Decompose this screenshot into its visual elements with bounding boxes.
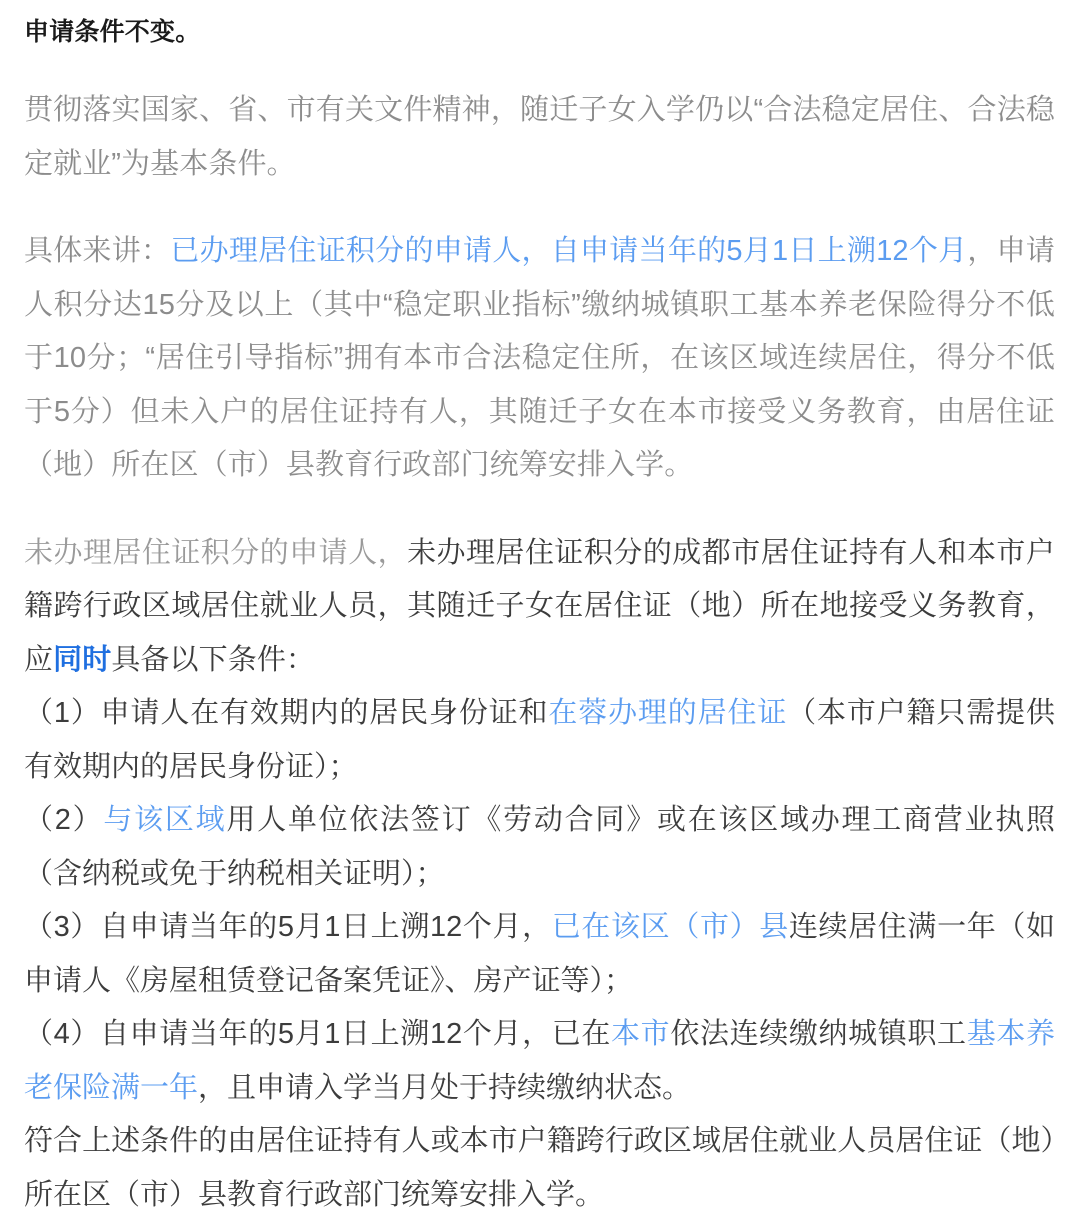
condition-text: 依法连续缴纳城镇职工	[670, 1018, 967, 1050]
page-title: 申请条件不变。	[24, 18, 201, 46]
spacer	[24, 191, 1055, 225]
condition-number: （4）	[24, 1018, 101, 1050]
condition-item-3	[24, 901, 1055, 1008]
spacer	[24, 50, 1055, 84]
condition-text: 自申请当年的5月1日上溯12个月，已在	[100, 1018, 612, 1050]
no-points-body-1: 未办理居住证积分的成都市居住证持有人和本市户籍跨行政区域居住就业人员，其随迁子女在居住证（地）所在地接受义务教育，应	[24, 536, 1055, 676]
no-points-body-2: 具备以下条件：	[111, 643, 316, 676]
closing-text: 符合上述条件的由居住证持有人或本市户籍跨行政区域居住就业人员居住证（地）所在区（市）县教育行政部门统筹安排入学。	[24, 1125, 1055, 1211]
paragraph-closing	[24, 1115, 1055, 1222]
paragraph-basic-conditions-text: 贯彻落实国家、省、市有关文件精神，随迁子女入学仍以“合法稳定居住、合法稳定就业”为基本条件。	[24, 94, 1055, 180]
condition-highlight: 已在该区（市）县	[551, 911, 789, 943]
paragraph-basic-conditions	[24, 84, 1055, 191]
specifics-highlight: 已办理居住证积分的申请人，自申请当年的5月1日上溯12个月	[170, 235, 968, 267]
specifics-rest: ，申请人积分达15分及以上（其中“稳定职业指标”缴纳城镇职工基本养老保险得分不低于10分；“居住引导指标”拥有本市合法稳定住所，在该区域连续居住，得分不低于5分）但未入户的居住证持有人，其随迁子女在本市接受义务教育，由居住证（地）所在区（市）县教育行政部门统筹安排入学。	[24, 235, 1055, 481]
paragraph-no-points-applicant	[24, 527, 1055, 688]
no-points-lead: 未办理居住证积分的申请人，	[24, 536, 408, 569]
condition-text: ，且申请入学当月处于持续缴纳状态。	[198, 1071, 692, 1104]
condition-number: （3）	[24, 911, 101, 943]
condition-number: （1）	[24, 697, 101, 729]
condition-highlight: 在蓉办理的居住证	[548, 697, 788, 729]
condition-text: （本市户籍只需提供有效期内的居民身份证）；	[24, 697, 1055, 783]
condition-item-4	[24, 1008, 1055, 1115]
condition-item-1	[24, 687, 1055, 794]
spacer	[24, 493, 1055, 527]
condition-highlight: 本市	[611, 1018, 671, 1050]
condition-item-2	[24, 794, 1055, 901]
condition-highlight: 与该区域	[103, 804, 227, 836]
condition-text: 申请人在有效期内的居民身份证和	[100, 697, 549, 729]
condition-number: （2）	[24, 804, 104, 836]
condition-highlight: 基本养老保险满一年	[24, 1018, 1055, 1104]
paragraph-specifics	[24, 225, 1055, 493]
condition-text: 自申请当年的5月1日上溯12个月，	[100, 911, 552, 943]
specifics-lead: 具体来讲：	[24, 235, 171, 267]
condition-text: 用人单位依法签订《劳动合同》或在该区域办理工商营业执照（含纳税或免于纳税相关证明）；	[24, 804, 1055, 890]
emphasis-simultaneously: 同时	[53, 643, 112, 676]
condition-text: 连续居住满一年（如申请人《房屋租赁登记备案凭证》、房产证等）；	[24, 911, 1055, 997]
